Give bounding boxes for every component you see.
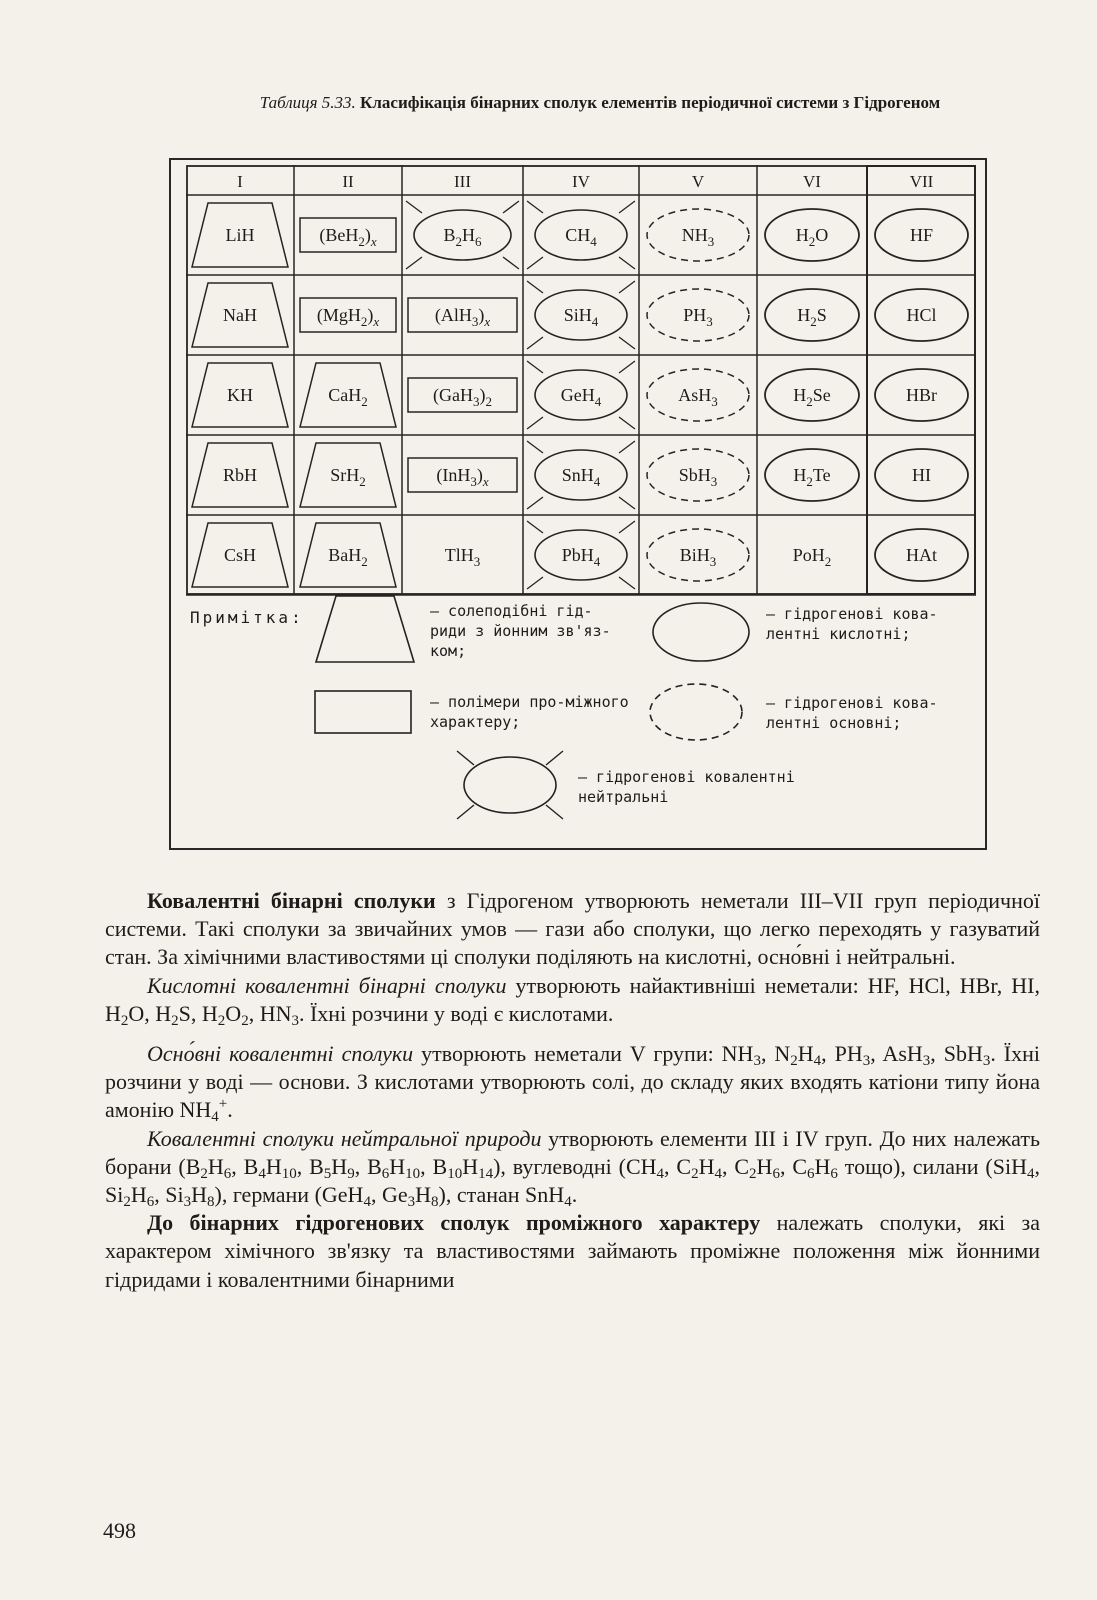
compound-SiH4 (527, 281, 635, 349)
group-header-I: I (237, 172, 243, 191)
compound-CaH2 (300, 363, 396, 427)
svg-text:H2O: $H_2O$ (795, 225, 829, 249)
svg-text:SrH2: SrH$_2$ (330, 465, 366, 489)
paragraph-covalent-intro: Ковалентні бінарні сполуки з Гідрогеном утворюють неметали III–VII груп періодичної системи. Такі сполуки за звичайних умов — гази або сполуки, що легко переходять у газуватий стан. За хімічними властивостями ці сполуки поділяють на кислотні, осно́вні і нейтральні. (105, 888, 1040, 970)
svg-text:H2Te: $H_2Te$ (793, 465, 831, 489)
note-label: Примітка: (190, 608, 304, 627)
svg-text:SiH4: SiH$_4$ (563, 305, 599, 329)
svg-text:SbH3: SbH$_3$ (678, 465, 718, 489)
compound-BaH2 (300, 523, 396, 587)
svg-text:KH: KH (227, 385, 253, 405)
svg-text:PbH4: PbH$_4$ (561, 545, 601, 569)
svg-text:HBr: HBr (906, 385, 937, 405)
compound-RbH (192, 443, 288, 507)
compound-H2S (765, 289, 859, 341)
svg-text:(BeH2)x: $(BeH_2)_x$ (319, 225, 377, 249)
compound-PbH4 (527, 521, 635, 589)
paragraph-neutral: Ковалентні сполуки нейтральної природи утворюють елементи III і IV груп. До них належать борани ($B_2H_6$, $B_4H_{10}$, $B_5H_9$, $B_6H_{10}$, $B_{10}H_{14}$), вуглеводні ($CH_4$, $C_2H_4$, $C_2H_6$, $C_6H_6$ тощо), силани (SiH$_4$, $Si_2H_6$, $Si_3H_8$), германи (GeH$_4$, $Ge_3H_8$), станан SnH$_4$. (105, 1125, 1040, 1211)
svg-text:H2Se: $H_2Se$ (793, 385, 831, 409)
compound-TlH3 (445, 545, 481, 569)
svg-text:TlH3: TlH$_3$ (444, 545, 481, 569)
body-text (105, 887, 1040, 1294)
compound-HF (875, 209, 968, 261)
paragraph-basic: Осно́вні ковалентні сполуки утворюють неметали V групи: $NH_3$, $N_2H_4$, $PH_3$, AsH$_3$, SbH$_3$. Їхні розчини у воді — основи. З кислотами утворюють солі, до складу яких входять катіони типу йона амонію $NH_4^+$. (105, 1041, 1040, 1126)
svg-text:BaH2: BaH$_2$ (328, 545, 368, 569)
compound-InH3x (408, 458, 517, 492)
svg-text:HF: HF (909, 225, 934, 245)
svg-text:NH3: $NH_3$ (681, 225, 715, 249)
table-caption (190, 92, 1010, 114)
compound-SrH2 (300, 443, 396, 507)
legend-trapezoid (314, 593, 416, 665)
svg-text:B2H6: $B_2H_6$ (443, 225, 482, 249)
group-header-IV: IV (572, 172, 590, 191)
page-number: 498 (103, 1518, 136, 1543)
svg-text:LiH: LiH (225, 225, 255, 245)
svg-text:HAt: HAt (906, 545, 937, 565)
compound-NH3 (647, 209, 749, 261)
svg-text:AsH3: AsH$_3$ (678, 385, 718, 409)
svg-text:BiH3: BiH$_3$ (679, 545, 717, 569)
svg-text:CH4: $CH_4$ (565, 225, 597, 249)
svg-text:CaH2: CaH$_2$ (328, 385, 368, 409)
compound-H2O (765, 209, 859, 261)
caption-label: Таблиця 5.33. (259, 93, 356, 112)
group-header-III: III (454, 172, 471, 191)
legend-dashed-ellipse (646, 680, 746, 744)
svg-text:H2S: $H_2S$ (797, 305, 827, 329)
legend-rectangle (313, 689, 413, 735)
legend-base-text: – гідрогенові кова-лентні основні; (766, 694, 938, 732)
svg-text:(GaH3)2: $(GaH_3)_2$ (433, 385, 492, 409)
svg-text:PH3: $PH_3$ (683, 305, 713, 329)
compound-HCl (875, 289, 968, 341)
compound-BeH2x (300, 218, 396, 252)
compound-HAt (875, 529, 968, 581)
caption-title: Класифікація бінарних сполук елементів періодичної системи з Гідрогеном (360, 93, 941, 112)
classification-grid (186, 165, 995, 603)
compound-NaH (192, 283, 288, 347)
svg-text:RbH: RbH (222, 465, 258, 485)
svg-text:HI: HI (912, 465, 931, 485)
compound-PoH2 (793, 545, 832, 569)
legend-ellipse (650, 600, 752, 664)
compound-H2Te (765, 449, 859, 501)
compound-AlH3x (408, 298, 517, 332)
compound-AsH3 (647, 369, 749, 421)
compound-GeH4 (527, 361, 635, 429)
svg-text:SnH4: SnH$_4$ (561, 465, 601, 489)
legend-neutral-text: – гідрогенові ковалентні нейтральні (578, 768, 795, 806)
paragraph-intermediate: До бінарних гідрогенових сполук проміжного характеру належать сполуки, які за характером хімічного зв'язку та властивостями займають проміжне положення між йонними гідридами і ковалентними бінарними (105, 1210, 1040, 1292)
legend-saltlike-text: – солеподібні гід-риди з йонним зв'яз-ком; (430, 602, 611, 660)
group-header-V: V (691, 172, 705, 191)
compound-LiH (192, 203, 288, 267)
svg-text:PoH2: PoH$_2$ (792, 545, 832, 569)
group-header-VI: VI (803, 172, 821, 191)
compound-SbH3 (647, 449, 749, 501)
paragraph-acidic: Кислотні ковалентні бінарні сполуки утворюють найактивніші неметали: HF, HCl, HBr, HI, $H_2O$, $H_2S$, $H_2O_2$, $HN_3$. Їхні розчини у воді є кислотами. (105, 972, 1040, 1029)
compound-KH (192, 363, 288, 427)
svg-text:GeH4: GeH$_4$ (560, 385, 602, 409)
compound-PH3 (647, 289, 749, 341)
compound-MgH2x (300, 298, 396, 332)
compound-HI (875, 449, 968, 501)
compound-CH4 (527, 201, 635, 269)
compound-GaH32 (408, 378, 517, 412)
svg-text:(AlH3)x: $(AlH_3)_x$ (434, 305, 491, 329)
compound-BiH3 (647, 529, 749, 581)
legend-crossed-ellipse (454, 748, 566, 822)
compound-SnH4 (527, 441, 635, 509)
group-header-VII: VII (909, 172, 934, 191)
svg-text:HCl: HCl (906, 305, 937, 325)
svg-text:NaH: NaH (223, 305, 257, 325)
group-header-II: II (342, 172, 354, 191)
compound-CsH (192, 523, 288, 587)
legend-polymer-text: – полімери про-міжного характеру; (430, 693, 629, 731)
compound-HBr (875, 369, 968, 421)
svg-text:(InH3)x: $(InH_3)_x$ (436, 465, 489, 489)
legend-acid-text: – гідрогенові кова-лентні кислотні; (766, 605, 938, 643)
svg-text:CsH: CsH (223, 545, 257, 565)
compound-B2H6 (406, 201, 519, 269)
compound-H2Se (765, 369, 859, 421)
svg-text:(MgH2)x: $(MgH_2)_x$ (316, 305, 380, 329)
